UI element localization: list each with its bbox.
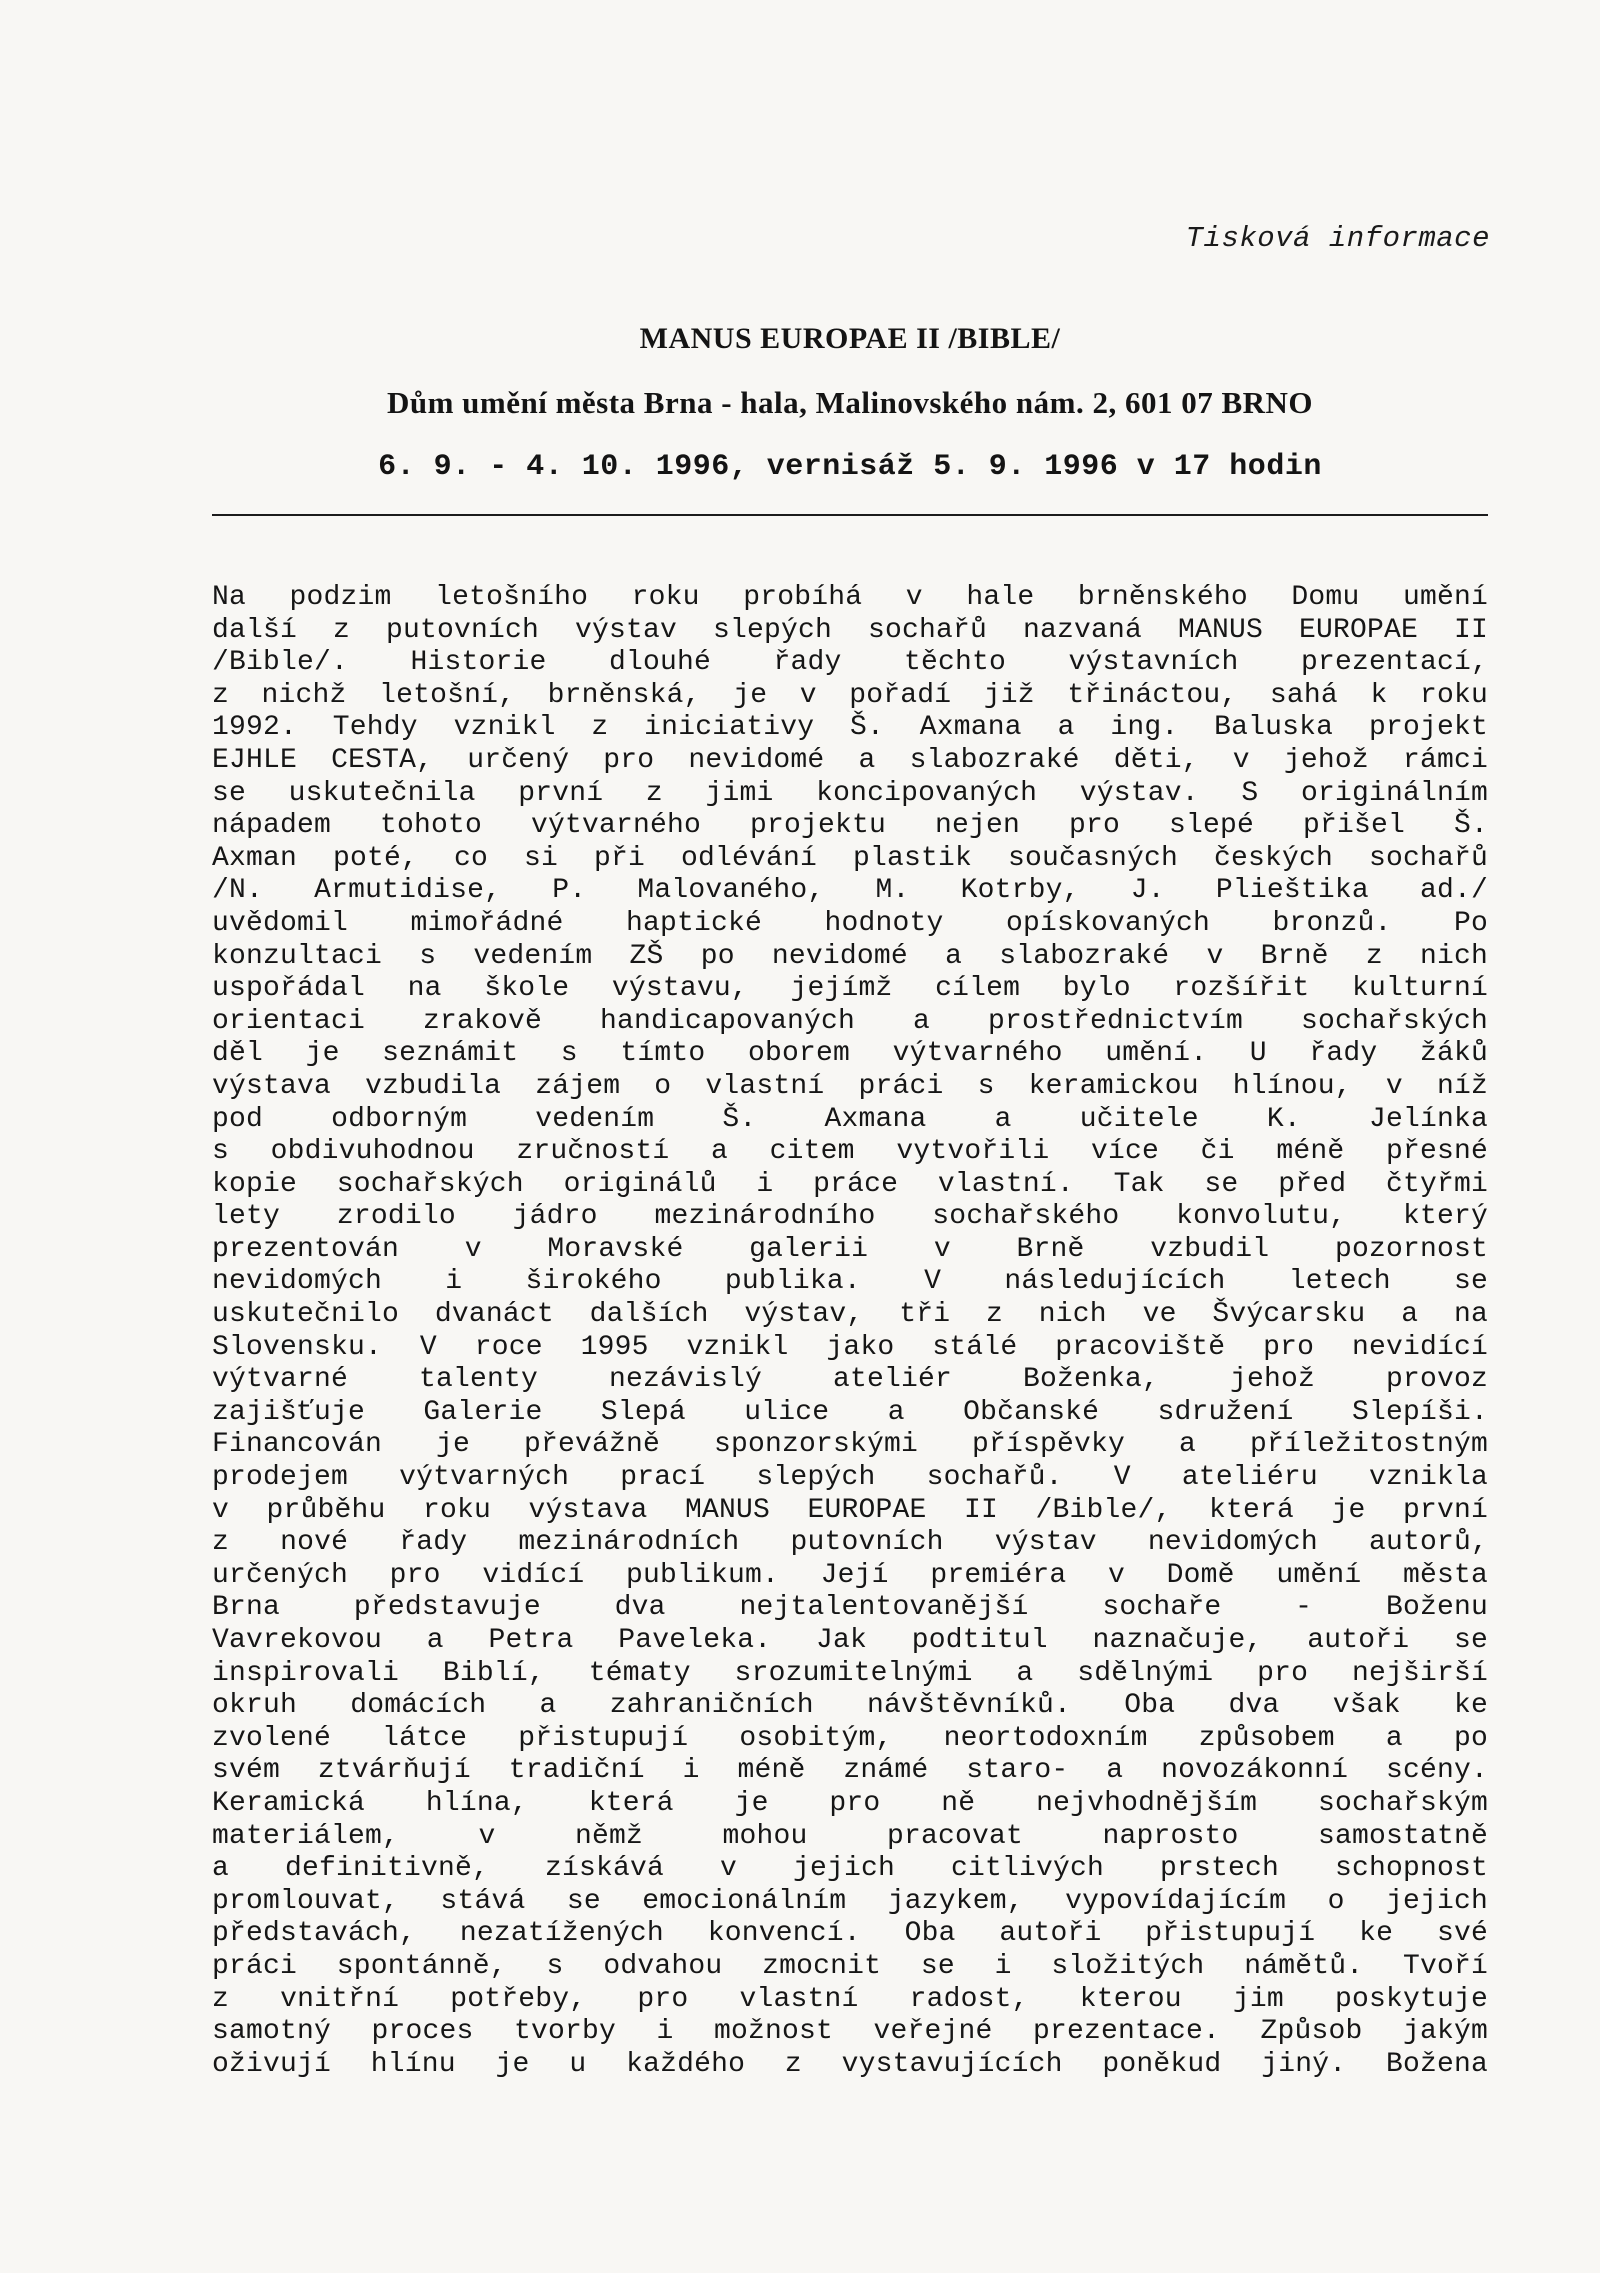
- text-line: okruh domácích a zahraničních návštěvníků. Oba dva však ke: [212, 1690, 1488, 1722]
- venue-line: Dům umění města Brna - hala, Malinovského nám. 2, 601 07 BRNO: [386, 385, 1314, 420]
- text-line: 1992. Tehdy vznikl z iniciativy Š. Axmana a ing. Baluska projekt: [212, 712, 1488, 744]
- dates-line: 6. 9. - 4. 10. 1996, vernisáž 5. 9. 1996 v 17 hodin: [378, 450, 1322, 484]
- text-line: určených pro vidící publikum. Její premiéra v Domě umění města: [212, 1559, 1488, 1591]
- text-line: /Bible/. Historie dlouhé řady těchto výstavních prezentací,: [212, 647, 1488, 679]
- text-line: výstava vzbudila zájem o vlastní práci s keramickou hlínou, v níž: [212, 1070, 1488, 1102]
- text-line: Slovensku. V roce 1995 vznikl jako stálé pracoviště pro nevidící: [212, 1331, 1488, 1363]
- text-line: samotný proces tvorby i možnost veřejné prezentace. Způsob jakým: [212, 2016, 1488, 2048]
- text-line: Vavrekovou a Petra Paveleka. Jak podtitul naznačuje, autoři se: [212, 1625, 1488, 1656]
- text-line: děl je seznámit s tímto oborem výtvarného umění. U řady žáků: [212, 1038, 1488, 1070]
- text-line: Brna představuje dva nejtalentovanější sochaře - Boženu: [212, 1592, 1488, 1624]
- header-divider: [212, 514, 1488, 516]
- text-line: práci spontánně, s odvahou zmocnit se i složitých námětů. Tvoří: [212, 1950, 1488, 1982]
- text-line: zvolené látce přistupují osobitým, neortodoxním způsobem a po: [212, 1722, 1488, 1754]
- text-line: Financován je převážně sponzorskými příspěvky a příležitostným: [212, 1429, 1488, 1461]
- text-line: Keramická hlína, která je pro ně nejvhodnějším sochařským: [212, 1787, 1488, 1819]
- text-line: uspořádal na škole výstavu, jejímž cílem bylo rozšířit kulturní: [212, 973, 1488, 1005]
- text-line: orientaci zrakově handicapovaných a prostřednictvím sochařských: [212, 1005, 1488, 1037]
- press-release-label: Tisková informace: [1185, 222, 1490, 255]
- text-line: svém ztvárňují tradiční i méně známé staro- a novozákonní scény.: [212, 1755, 1488, 1787]
- text-line: inspirovali Biblí, tématy srozumitelnými a sdělnými pro nejširší: [212, 1657, 1488, 1689]
- text-line: z nové řady mezinárodních putovních výstav nevidomých autorů,: [212, 1527, 1488, 1559]
- text-line: lety zrodilo jádro mezinárodního sochařského konvolutu, který: [212, 1201, 1488, 1233]
- text-line: konzultaci s vedením ZŠ po nevidomé a slabozraké v Brně z nich: [212, 940, 1488, 972]
- text-line: představách, nezatížených konvencí. Oba autoři přistupují ke své: [212, 1918, 1488, 1950]
- text-line: /N. Armutidise, P. Malovaného, M. Kotrby, J. Plieštika ad./: [212, 875, 1488, 907]
- text-line: kopie sochařských originálů i práce vlastní. Tak se před čtyřmi: [212, 1168, 1488, 1200]
- text-line: prodejem výtvarných prací slepých sochařů. V ateliéru vznikla: [212, 1462, 1488, 1494]
- text-line: Na podzim letošního roku probíhá v hale brněnského Domu umění: [212, 582, 1488, 613]
- text-line: zajišťuje Galerie Slepá ulice a Občanské sdružení Slepíši.: [212, 1396, 1488, 1428]
- exhibition-title: MANUS EUROPAE II /BIBLE/: [639, 322, 1061, 355]
- body-paragraph: [212, 582, 1488, 2081]
- text-line: oživují hlínu je u každého z vystavujících poněkud jiný. Božena: [212, 2048, 1488, 2080]
- text-line: další z putovních výstav slepých sochařů nazvaná MANUS EUROPAE II: [212, 614, 1488, 646]
- text-line: s obdivuhodnou zručností a citem vytvořili více či méně přesné: [212, 1136, 1488, 1168]
- text-line: nápadem tohoto výtvarného projektu nejen pro slepé přišel Š.: [212, 810, 1488, 842]
- text-line: nevidomých i širokého publika. V následujících letech se: [212, 1266, 1488, 1298]
- text-line: z vnitřní potřeby, pro vlastní radost, kterou jim poskytuje: [212, 1983, 1488, 2015]
- text-line: pod odborným vedením Š. Axmana a učitele K. Jelínka: [212, 1103, 1488, 1135]
- text-line: EJHLE CESTA, určený pro nevidomé a slabozraké děti, v jehož rámci: [212, 744, 1488, 776]
- text-line: Axman poté, co si při odlévání plastik současných českých sochařů: [212, 842, 1488, 874]
- text-line: promlouvat, stává se emocionálním jazykem, vypovídajícím o jejich: [212, 1885, 1488, 1917]
- text-line: prezentován v Moravské galerii v Brně vzbudil pozornost: [212, 1233, 1488, 1265]
- text-line: výtvarné talenty nezávislý ateliér Boženka, jehož provoz: [212, 1364, 1488, 1396]
- text-line: v průběhu roku výstava MANUS EUROPAE II /Bible/, která je první: [212, 1494, 1488, 1526]
- text-line: a definitivně, získává v jejich citlivých prstech schopnost: [212, 1853, 1488, 1885]
- text-line: z nichž letošní, brněnská, je v pořadí již třináctou, sahá k roku: [212, 679, 1488, 711]
- text-line: materiálem, v němž mohou pracovat naprosto samostatně: [212, 1820, 1488, 1852]
- text-line: uvědomil mimořádné haptické hodnoty opískovaných bronzů. Po: [212, 907, 1488, 939]
- text-line: se uskutečnila první z jimi koncipovaných výstav. S originálním: [212, 777, 1488, 809]
- text-line: uskutečnilo dvanáct dalších výstav, tři z nich ve Švýcarsku a na: [212, 1299, 1488, 1331]
